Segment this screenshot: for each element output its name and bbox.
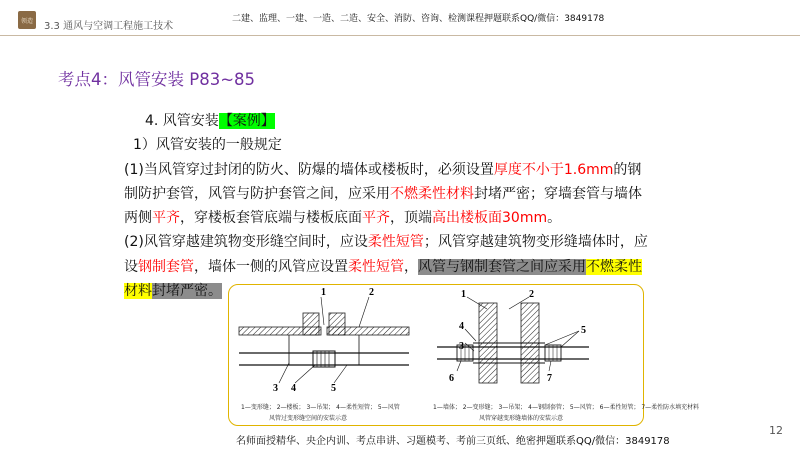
right-label-7: 7 xyxy=(547,373,552,384)
paragraph-2: (2)风管穿越建筑物变形缝空间时，应设柔性短管；风管穿越建筑物变形缝墙体时，应设钢制套管，墙体一侧的风管应设置柔性短管，风管与钢制套管之间应采用不燃柔性材料封堵严密。 xyxy=(124,234,648,300)
brand-logo: 领造 xyxy=(18,11,36,29)
section-title: 3.3 通风与空调工程施工技术 xyxy=(44,21,174,32)
left-diagram xyxy=(239,287,409,422)
left-caption: 风管过变形缝空间的安装示意 xyxy=(269,415,348,422)
right-legend: 1—墙体； 2—变形缝； 3—吊架； 4—钢制套管； 5—风管； 6—柔性短管； 7—柔性防水填充材料 xyxy=(433,404,700,411)
case-tag: 【案例】 xyxy=(218,113,275,129)
right-label-2: 2 xyxy=(529,289,534,300)
header-divider xyxy=(0,35,800,36)
left-label-4: 4 xyxy=(291,383,296,394)
content-body xyxy=(95,109,655,303)
right-caption: 风管穿越变形缝墙体的安装示意 xyxy=(479,415,564,422)
footer-contact: 名师面授精华、央企内训、考点串讲、习题模考、考前三页纸、绝密押题联系QQ/微信：3849178 xyxy=(236,436,670,447)
left-label-3: 3 xyxy=(273,383,278,394)
right-diagram xyxy=(433,289,699,422)
right-label-3: 3 xyxy=(459,341,464,352)
left-legend: 1—变形缝； 2—楼板； 3—吊架； 4—柔性短管； 5—风管 xyxy=(241,404,400,411)
left-label-5: 5 xyxy=(331,383,336,394)
installation-diagrams xyxy=(229,285,700,425)
right-label-1: 1 xyxy=(461,289,466,300)
left-label-1: 1 xyxy=(321,287,326,298)
figure-frame xyxy=(228,284,700,426)
header-contact: 二建、监理、一建、一造、二造、安全、消防、咨询、检测课程押题联系QQ/微信：3849178 xyxy=(232,14,605,24)
right-label-5: 5 xyxy=(581,325,586,336)
content-heading: 4. 风管安装【案例】 xyxy=(145,113,275,129)
left-label-2: 2 xyxy=(369,287,374,298)
page-number: 12 xyxy=(769,424,783,437)
right-label-4: 4 xyxy=(459,321,464,332)
right-label-6: 6 xyxy=(449,373,454,384)
slide-title: 考点4：风管安装 P83~85 xyxy=(58,70,256,89)
paragraph-1: (1)当风管穿过封闭的防火、防爆的墙体或楼板时，必须设置厚度不小于1.6mm的钢制防护套管，风管与防护套管之间，应采用不燃柔性材料封堵严密；穿墙套管与墙体两侧平齐，穿楼板套管底端与楼板底面平齐，顶端高出楼板面30mm。 xyxy=(124,161,642,227)
content-subheading: 1）风管安装的一般规定 xyxy=(133,137,282,154)
